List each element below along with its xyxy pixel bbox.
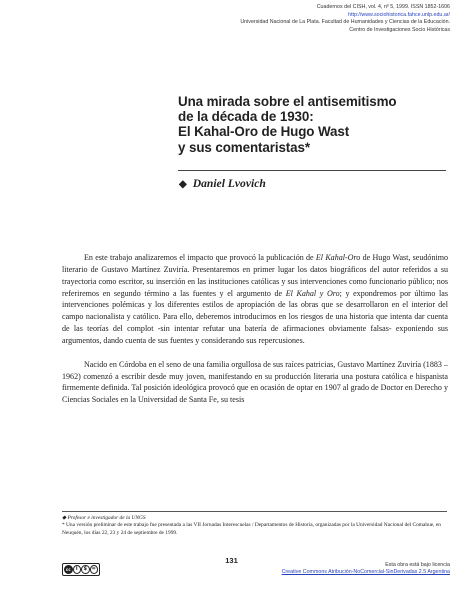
- article-body: [62, 252, 448, 406]
- journal-header: [150, 4, 450, 34]
- title-line-1: Una mirada sobre el antisemitismo: [178, 94, 397, 109]
- header-journal-line: Cuadernos del CISH, vol. 4, nº 5, 1999. ISSN 1852-1606: [316, 4, 450, 10]
- footnote-note: * Una versión preliminar de este trabajo fue presentada a las VII Jornadas Interescuelas / Departamentos de Historia, organizadas por la Universidad Nacional del Comahue, en Neuquén, los días 22, 23 y 24 de septiembre de 1999.: [62, 522, 441, 536]
- header-university-line: Universidad Nacional de La Plata. Facultad de Humanidades y Ciencias de la Educación.: [240, 19, 450, 26]
- diamond-icon: ◆: [179, 179, 187, 190]
- footnote-divider: [62, 511, 447, 512]
- cc-icon: cc: [65, 567, 71, 572]
- paragraph-1-text-g: ; y expondremos por último las intervenciones polémicas y los diferentes estilos de apropiación de las obras que se desarrollaron en el interior del campo nacionalista y católico. Para ello, deberemos introducirnos en los riesgos de una historia que intenta dar cuenta de las teorías del complot -sin intentar refutar una batería de afirmaciones obviamente falsas- exponiendo sus argumentos, dando cuenta de sus fuentes y considerando sus repercusiones.: [62, 288, 448, 345]
- title-divider: [178, 170, 446, 171]
- paragraph-1-text-a: En este trabajo analizaremos el impacto que provocó la publicación de: [84, 253, 316, 262]
- footnotes: [62, 515, 448, 537]
- author-line: [179, 177, 266, 190]
- paragraph-2: Nacido en Córdoba en el seno de una familia orgullosa de sus raíces patricias, Gustavo Martínez Zuviría (1883 – 1962) comenzó a escribir desde muy joven, manifestando en su producción literaria una postura católica e hispanista firmemente definida. Tal posición ideológica provocó que en ocasión de optar en 1907 al grado de Doctor en Derecho y Ciencias Sociales en la Universidad de Santa Fe, su tesis: [62, 359, 448, 405]
- attribution-icon: i: [73, 565, 82, 574]
- header-center-line: Centro de Investigaciones Socio Históricas: [349, 26, 450, 33]
- creative-commons-badge[interactable]: [62, 563, 100, 576]
- paragraph-1: [62, 252, 448, 347]
- paragraph-1-italic-kahal: El Kahal: [285, 288, 317, 298]
- paragraph-1-text-c: de Hugo Wast, seudónimo literario de Gustavo Martínez Zuviría. Presentaremos en primer lugar los datos biográficos del autor referidos a su trayectoria como escritor, su inserción en las instituciones católicas y sus intervenciones como funcionario público; nos referiremos en segundo término a las fuentes y el argumento de: [62, 253, 448, 298]
- title-line-4: y sus comentaristas*: [178, 139, 310, 155]
- paragraph-1-italic-title: El Kahal-Oro: [315, 253, 361, 262]
- license-link[interactable]: Creative Commons Atribución-NoComercial-SinDerivadas 2.5 Argentina: [281, 569, 450, 576]
- license-notice: [230, 562, 450, 576]
- noderivatives-icon: =: [90, 565, 99, 574]
- footnote-affiliation: ◆ Profesor e investigador de la UNGS: [62, 515, 146, 521]
- title-line-3: El Kahal-Oro de Hugo Wast: [178, 124, 350, 140]
- noncommercial-icon: $: [81, 565, 90, 574]
- header-url-link[interactable]: http://www.sociohistorica.fahce.unlp.edu.ar/: [348, 11, 450, 18]
- title-line-2: de la década de 1930:: [178, 109, 314, 125]
- author-name: Daniel Lvovich: [192, 177, 266, 190]
- page-number: 131: [225, 556, 238, 565]
- article-title: [178, 94, 448, 155]
- paragraph-1-italic-oro: Oro: [326, 288, 340, 298]
- paragraph-1-italic-and: y: [316, 288, 327, 298]
- license-text: Esta obra está bajo licencia: [385, 562, 450, 568]
